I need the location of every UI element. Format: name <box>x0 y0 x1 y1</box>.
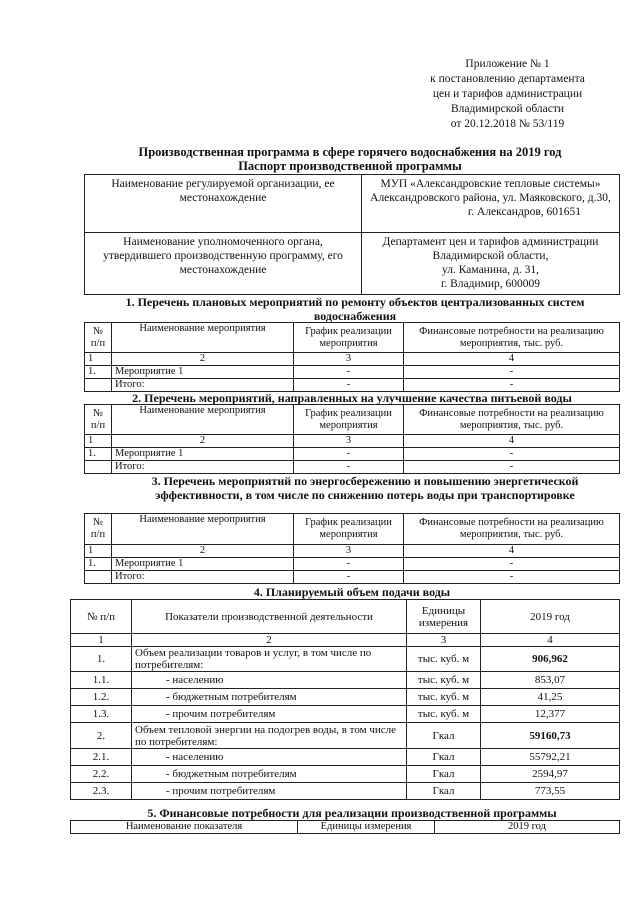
col-index: 1 <box>85 353 112 366</box>
row-event: Мероприятие 1 <box>112 558 294 571</box>
passport-org-label: Наименование регулируемой организации, ее местонахождение <box>85 175 362 233</box>
col-schedule: График реализации мероприятия <box>294 405 404 435</box>
col-index: 2 <box>112 545 294 558</box>
row-units: тыс. куб. м <box>407 672 481 689</box>
row-units: тыс. куб. м <box>407 706 481 723</box>
appendix-line: цен и тарифов администрации <box>432 88 583 100</box>
row-schedule: - <box>294 448 404 461</box>
col-index: 1 <box>85 435 112 448</box>
col-index: 2 <box>112 435 294 448</box>
col-indicator: Показатели производственной деятельности <box>132 600 407 634</box>
col-index: 4 <box>404 435 620 448</box>
row-units: Гкал <box>407 766 481 783</box>
col-finance: Финансовые потребности на реализацию мероприятия, тыс. руб. <box>404 323 620 353</box>
col-index: 3 <box>294 545 404 558</box>
total-label: Итого: <box>112 461 294 474</box>
total-label: Итого: <box>112 379 294 392</box>
section-3-table <box>84 513 620 584</box>
appendix-line: Владимирской области <box>450 103 565 115</box>
row-value: 2594,97 <box>481 766 620 783</box>
col-num: № п/п <box>71 600 132 634</box>
total-finance: - <box>404 571 620 584</box>
row-num: 2.2. <box>71 766 132 783</box>
col-year: 2019 год <box>481 600 620 634</box>
row-value: 773,55 <box>481 783 620 800</box>
row-num: 1.2. <box>71 689 132 706</box>
row-indicator: - бюджетным потребителям <box>132 689 407 706</box>
row-num: 1.1. <box>71 672 132 689</box>
row-finance: - <box>404 366 620 379</box>
row-finance: - <box>404 558 620 571</box>
row-indicator: - прочим потребителям <box>132 783 407 800</box>
table-row <box>71 749 620 766</box>
col-name: Наименование мероприятия <box>112 323 294 353</box>
total-finance: - <box>404 379 620 392</box>
col-index: 3 <box>294 353 404 366</box>
passport-authority-line: Департамент цен и тарифов администрации <box>382 236 599 248</box>
appendix-block <box>395 57 620 132</box>
col-units: Единицы измерения <box>298 821 435 834</box>
row-indicator: - прочим потребителям <box>132 706 407 723</box>
section-5-heading: 5. Финансовые потребности для реализации производственной программы <box>147 806 557 820</box>
row-num: 2. <box>71 723 132 749</box>
col-index: 3 <box>407 634 481 647</box>
appendix-line: от 20.12.2018 № 53/119 <box>450 118 565 130</box>
table-row <box>71 723 620 749</box>
total-label: Итого: <box>112 571 294 584</box>
section-5-table <box>70 820 620 834</box>
row-units: тыс. куб. м <box>407 647 481 672</box>
passport-org-line: г. Александров, 601651 <box>467 206 581 218</box>
row-indicator: - бюджетным потребителям <box>132 766 407 783</box>
total-schedule: - <box>294 571 404 584</box>
passport-authority-line: Владимирской области, <box>432 250 549 262</box>
row-num: 1. <box>85 366 112 379</box>
section-1-heading: 1. Перечень плановых мероприятий по ремонту объектов централизованных систем водоснабжения <box>125 295 585 323</box>
col-index: 2 <box>132 634 407 647</box>
row-value: 41,25 <box>481 689 620 706</box>
row-units: тыс. куб. м <box>407 689 481 706</box>
row-value: 12,377 <box>481 706 620 723</box>
total-num <box>85 461 112 474</box>
row-units: Гкал <box>407 749 481 766</box>
section-2-table <box>84 404 620 474</box>
total-schedule: - <box>294 461 404 474</box>
row-num: 1. <box>71 647 132 672</box>
row-num: 1. <box>85 448 112 461</box>
col-indicator: Наименование показателя <box>71 821 298 834</box>
row-finance: - <box>404 448 620 461</box>
row-num: 1.3. <box>71 706 132 723</box>
col-index: 2 <box>112 353 294 366</box>
passport-org-value <box>362 175 620 233</box>
col-num: № п/п <box>85 405 112 435</box>
row-indicator: Объем тепловой энергии на подогрев воды, в том числе по потребителям: <box>132 723 407 749</box>
passport-org-line: Александровского района, ул. Маяковского, д.30, <box>370 192 611 204</box>
row-num: 2.1. <box>71 749 132 766</box>
total-num <box>85 379 112 392</box>
passport-authority-line: г. Владимир, 600009 <box>440 278 541 290</box>
section-3-heading: 3. Перечень мероприятий по энергосбережению и повышению энергетической эффективности, в том числе по снижению потерь воды при транспортировке <box>151 474 579 502</box>
col-schedule: График реализации мероприятия <box>294 323 404 353</box>
row-event: Мероприятие 1 <box>112 448 294 461</box>
appendix-line: к постановлению департамента <box>430 73 585 85</box>
col-num: № п/п <box>85 323 112 353</box>
col-finance: Финансовые потребности на реализацию мероприятия, тыс. руб. <box>404 514 620 545</box>
row-schedule: - <box>294 366 404 379</box>
row-value: 59160,73 <box>481 723 620 749</box>
total-finance: - <box>404 461 620 474</box>
document-title: Производственная программа в сфере горячего водоснабжения на 2019 год <box>138 145 562 159</box>
col-index: 4 <box>404 353 620 366</box>
col-index: 4 <box>481 634 620 647</box>
passport-authority-line: ул. Каманина, д. 31, <box>442 264 539 276</box>
col-schedule: График реализации мероприятия <box>294 514 404 545</box>
row-value: 853,07 <box>481 672 620 689</box>
col-name: Наименование мероприятия <box>112 405 294 435</box>
row-value: 55792,21 <box>481 749 620 766</box>
row-schedule: - <box>294 558 404 571</box>
table-row <box>71 689 620 706</box>
col-index: 1 <box>85 545 112 558</box>
col-units: Единицы измерения <box>407 600 481 634</box>
row-num: 1. <box>85 558 112 571</box>
passport-heading: Паспорт производственной программы <box>238 159 462 173</box>
appendix-line: Приложение № 1 <box>465 58 550 70</box>
table-row <box>71 647 620 672</box>
col-index: 3 <box>294 435 404 448</box>
passport-authority-label: Наименование уполномоченного органа, утвердившего производственную программу, его местонахождение <box>85 233 362 295</box>
table-row <box>71 783 620 800</box>
col-name: Наименование мероприятия <box>112 514 294 545</box>
row-event: Мероприятие 1 <box>112 366 294 379</box>
section-4-heading: 4. Планируемый объем подачи воды <box>253 585 451 599</box>
table-row <box>71 672 620 689</box>
col-num: № п/п <box>85 514 112 545</box>
section-1-table <box>84 322 620 392</box>
row-num: 2.3. <box>71 783 132 800</box>
total-num <box>85 571 112 584</box>
passport-table <box>84 174 620 295</box>
row-units: Гкал <box>407 783 481 800</box>
row-value: 906,962 <box>481 647 620 672</box>
table-row <box>71 766 620 783</box>
passport-authority-value <box>362 233 620 295</box>
row-indicator: - населению <box>132 672 407 689</box>
row-indicator: - населению <box>132 749 407 766</box>
total-schedule: - <box>294 379 404 392</box>
section-4-table <box>70 599 620 800</box>
col-finance: Финансовые потребности на реализацию мероприятия, тыс. руб. <box>404 405 620 435</box>
row-indicator: Объем реализации товаров и услуг, в том числе по потребителям: <box>132 647 407 672</box>
passport-org-line: МУП «Александровские тепловые системы» <box>380 178 601 190</box>
table-row <box>71 706 620 723</box>
col-index: 4 <box>404 545 620 558</box>
section-2-heading: 2. Перечень мероприятий, направленных на улучшение качества питьевой воды <box>132 391 572 405</box>
row-units: Гкал <box>407 723 481 749</box>
col-index: 1 <box>71 634 132 647</box>
col-year: 2019 год <box>435 821 620 834</box>
